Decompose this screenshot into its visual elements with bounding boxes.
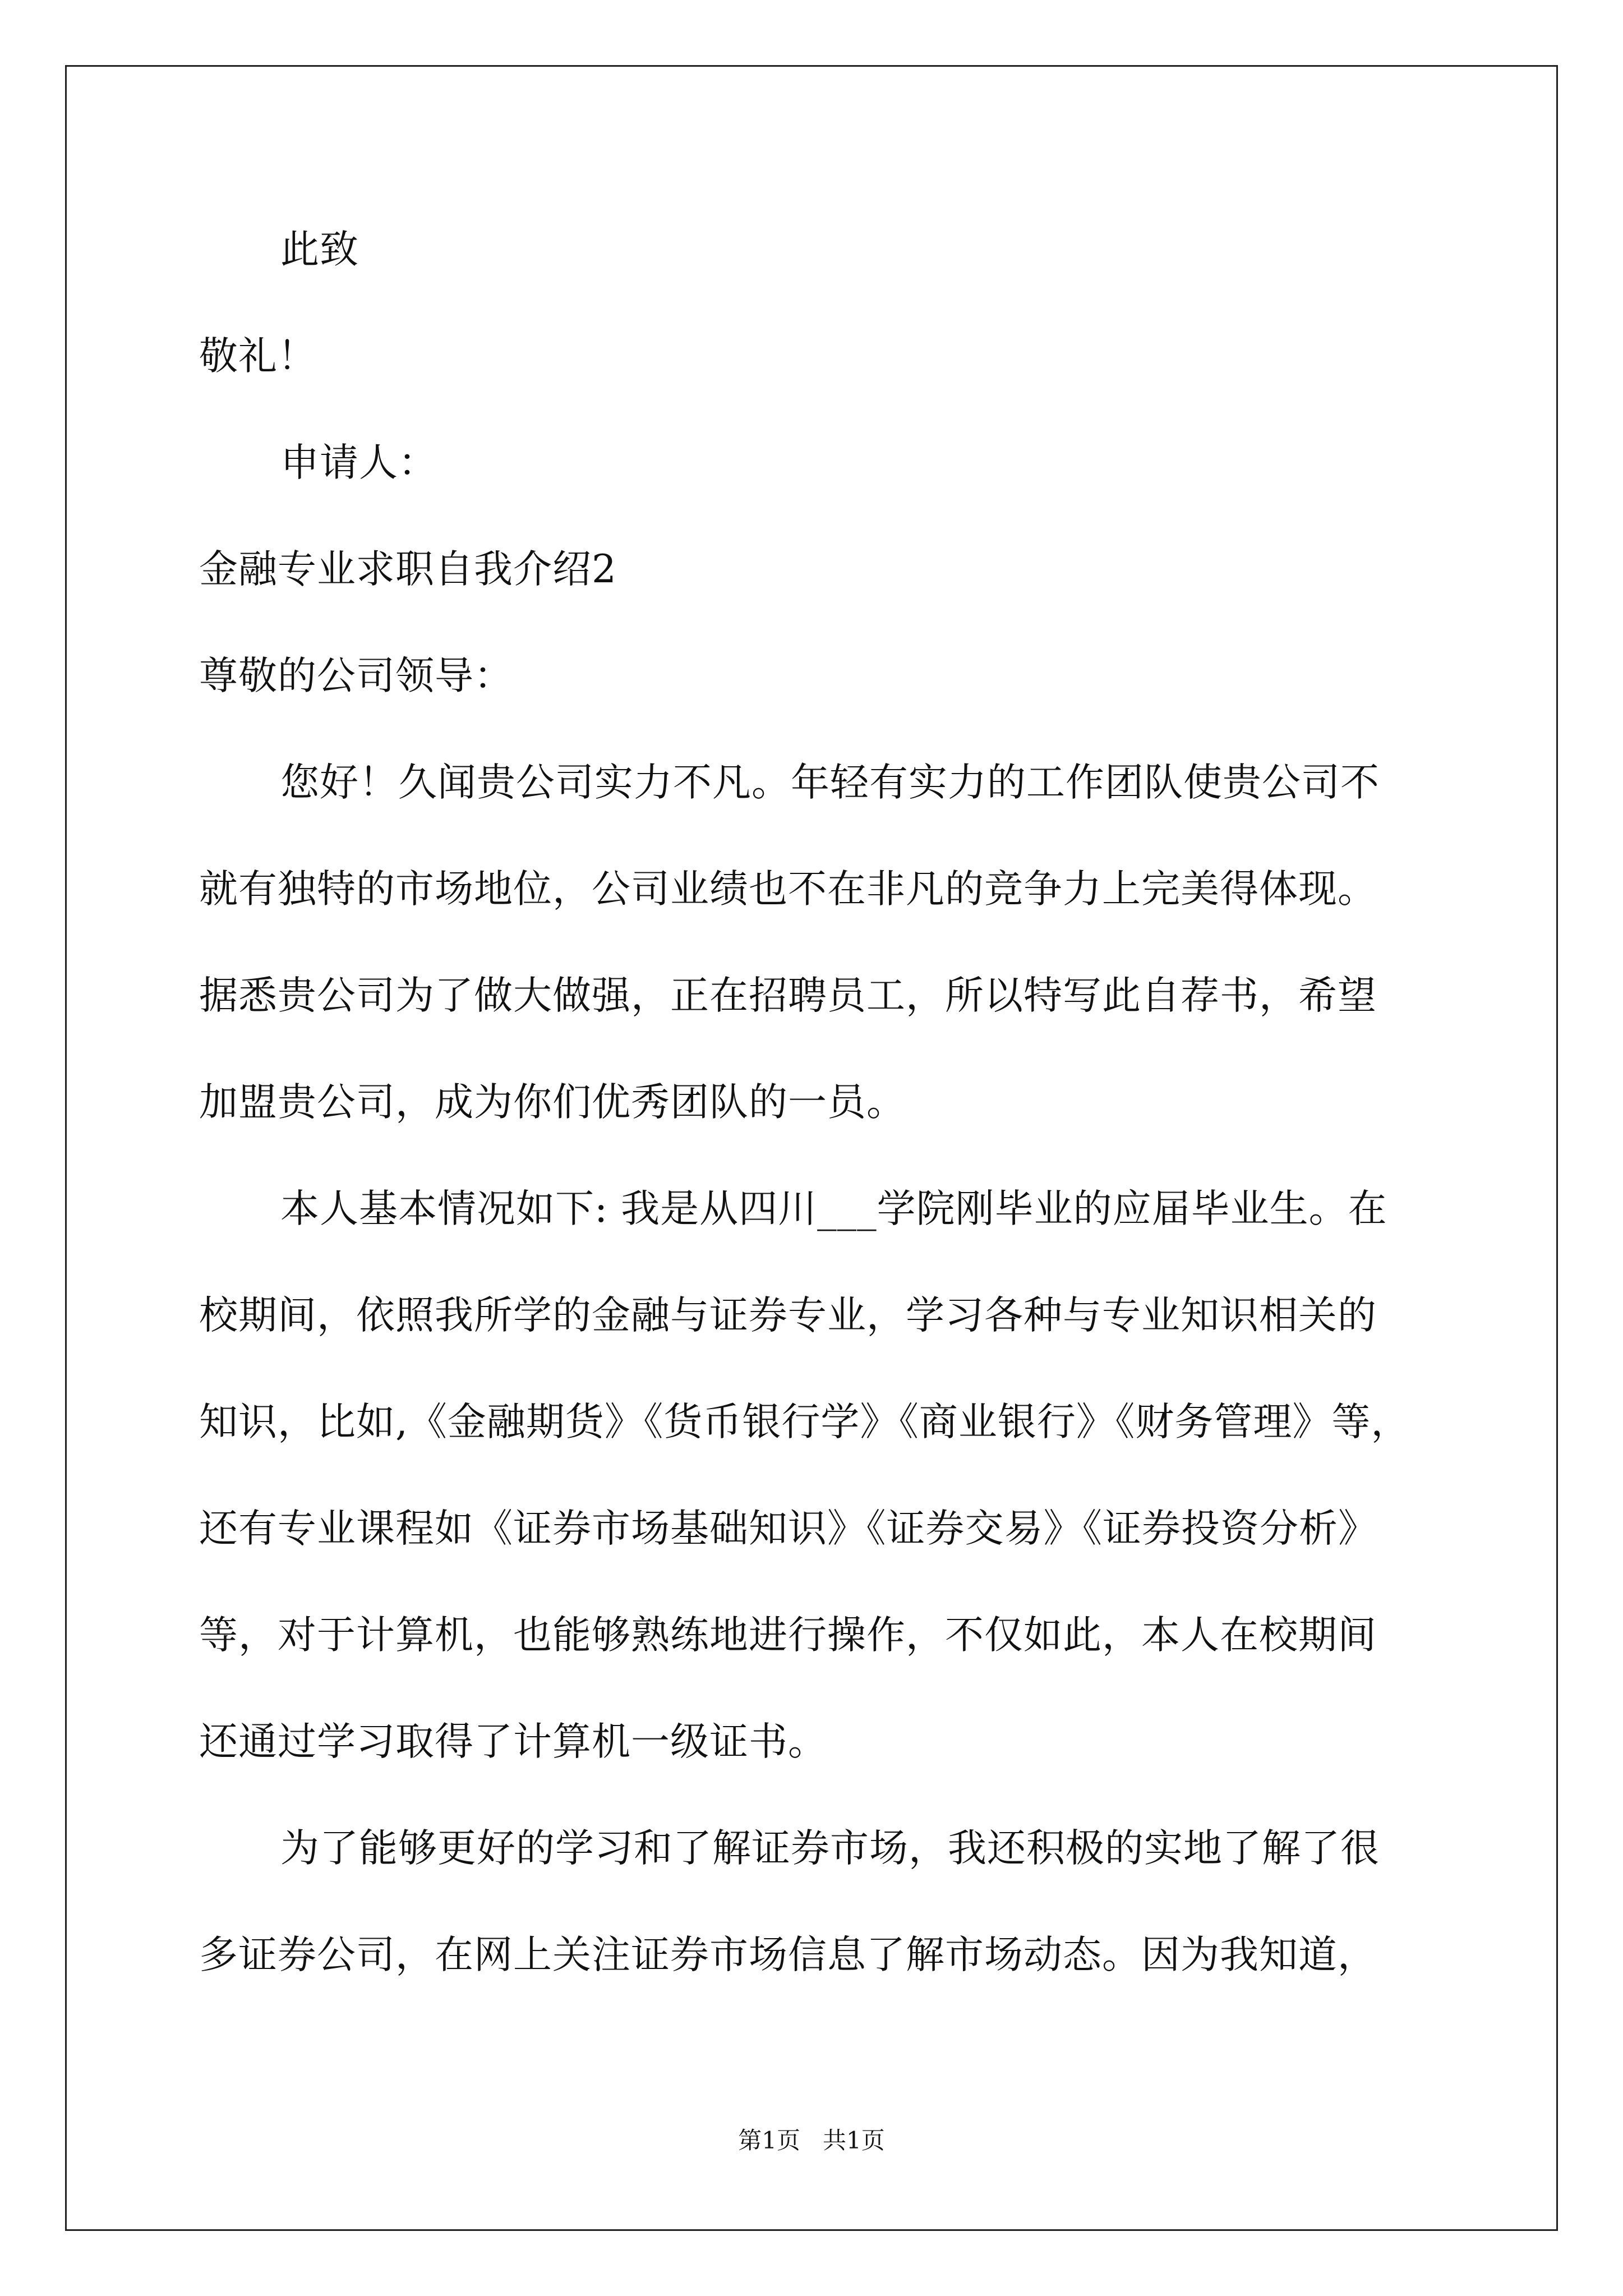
page-border (65, 65, 1558, 2231)
salutation-line: 敬礼！ (199, 334, 317, 379)
paragraph-line: 就有独特的市场地位，公司业绩也不在非凡的竞争力上完美得体现。 (199, 867, 1377, 912)
applicant-line: 申请人： (280, 440, 437, 485)
paragraph-line: 还通过学习取得了计算机一级证书。 (199, 1719, 827, 1764)
paragraph-line: 您好！久闻贵公司实力不凡。年轻有实力的工作团队使贵公司不 (280, 760, 1380, 805)
paragraph-line: 本人基本情况如下: 我是从四川___学院刚毕业的应届毕业生。在 (280, 1186, 1387, 1231)
paragraph-line: 校期间，依照我所学的金融与证券专业，学习各种与专业知识相关的 (199, 1293, 1377, 1338)
paragraph-line: 还有专业课程如《证券市场基础知识》《证券交易》《证券投资分析》 (199, 1506, 1377, 1551)
paragraph-line: 加盟贵公司，成为你们优秀团队的一员。 (199, 1080, 906, 1125)
document-title: 金融专业求职自我介绍2 (199, 547, 617, 592)
page-footer: 第1页 共1页 (738, 2127, 885, 2154)
paragraph-line: 据悉贵公司为了做大做强，正在招聘员工，所以特写此自荐书，希望 (199, 973, 1377, 1018)
paragraph-line: 等，对于计算机，也能够熟练地进行操作，不仅如此，本人在校期间 (199, 1613, 1377, 1658)
greeting-line: 尊敬的公司领导： (199, 654, 513, 698)
paragraph-line: 为了能够更好的学习和了解证券市场，我还积极的实地了解了很 (280, 1826, 1380, 1871)
paragraph-line: 知识，比如,《金融期货》《货币银行学》《商业银行》《财务管理》等， (199, 1400, 1410, 1444)
closing-line: 此致 (280, 227, 359, 272)
paragraph-line: 多证券公司，在网上关注证券市场信息了解市场动态。因为我知道， (199, 1932, 1377, 1977)
